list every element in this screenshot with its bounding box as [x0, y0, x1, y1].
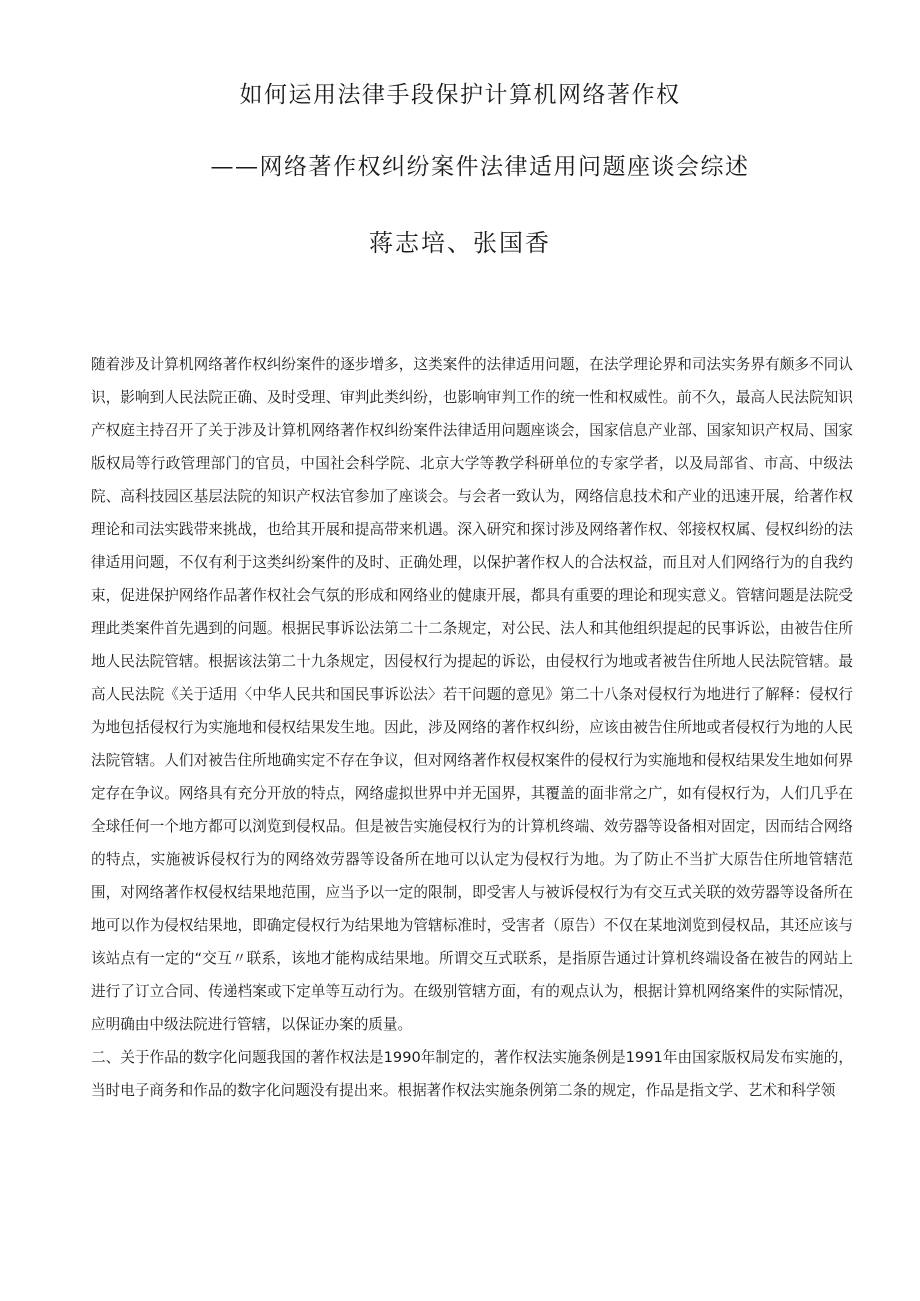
- document-body: [91, 348, 853, 1107]
- document-title: 如何运用法律手段保护计算机网络著作权: [239, 82, 681, 108]
- body-paragraph-1: 随着涉及计算机网络著作权纠纷案件的逐步增多，这类案件的法律适用问题，在法学理论界和司法实务界有颇多不同认识，影响到人民法院正确、及时受理、审判此类纠纷，也影响审判工作的统一性和权威性。前不久，最高人民法院知识产权庭主持召开了关于涉及计算机网络著作权纠纷案件法律适用问题座谈会，国家信息产业部、国家知识产权局、国家版权局等行政管理部门的官员，中国社会科学院、北京大学等教学科研单位的专家学者，以及局部省、市高、中级法院、高科技园区基层法院的知识产权法官参加了座谈会。与会者一致认为，网络信息技术和产业的迅速开展，给著作权理论和司法实践带来挑战，也给其开展和提高带来机遇。深入研究和探讨涉及网络著作权、邻接权权属、侵权纠纷的法律适用问题，不仅有利于这类纠纷案件的及时、正确处理，以保护著作权人的合法权益，而且对人们网络行为的自我约束，促进保护网络作品著作权社会气氛的形成和网络业的健康开展，都具有重要的理论和现实意义。管辖问题是法院受理此类案件首先遇到的问题。根据民事诉讼法第二十二条规定，对公民、法人和其他组织提起的民事诉讼，由被告住所地人民法院管辖。根据该法第二十九条规定，因侵权行为提起的诉讼，由侵权行为地或者被告住所地人民法院管辖。最高人民法院《关于适用〈中华人民共和国民事诉讼法〉若干问题的意见》第二十八条对侵权行为地进行了解释：侵权行为地包括侵权行为实施地和侵权结果发生地。因此，涉及网络的著作权纠纷，应该由被告住所地或者侵权行为地的人民法院管辖。人们对被告住所地确实定不存在争议，但对网络著作权侵权案件的侵权行为实施地和侵权结果发生地如何界定存在争议。网络具有充分开放的特点，网络虚拟世界中并无国界，其覆盖的面非常之广，如有侵权行为，人们几乎在全球任何一个地方都可以浏览到侵权品。但是被告实施侵权行为的计算机终端、效劳器等设备相对固定，因而结合网络的特点，实施被诉侵权行为的网络效劳器等设备所在地可以认定为侵权行为地。为了防止不当扩大原告住所地管辖范围，对网络著作权侵权结果地范围，应当予以一定的限制，即受害人与被诉侵权行为有交互式关联的效劳器等设备所在地可以作为侵权结果地，即确定侵权行为结果地为管辖标准时，受害者（原告）不仅在某地浏览到侵权品，其还应该与该站点有一定的“交互〃联系，该地才能构成结果地。所谓交互式联系，是指原告通过计算机终端设备在被告的网站上进行了订立合同、传递档案或下定单等互动行为。在级别管辖方面，有的观点认为，根据计算机网络案件的实际情况，应明确由中级法院进行管辖，以保证办案的质量。: [91, 356, 853, 1033]
- document-authors: 蒋志培、张国香: [369, 229, 551, 257]
- body-paragraph-2: 二、关于作品的数字化问题我国的著作权法是1990年制定的，著作权法实施条例是1991年由国家版权局发布实施的，当时电子商务和作品的数字化问题没有提出来。根据著作权法实施条例第二条的规定，作品是指文学、艺术和科学领: [91, 1049, 853, 1099]
- document-subtitle: ——网络著作权纠纷案件法律适用问题座谈会综述: [210, 154, 750, 180]
